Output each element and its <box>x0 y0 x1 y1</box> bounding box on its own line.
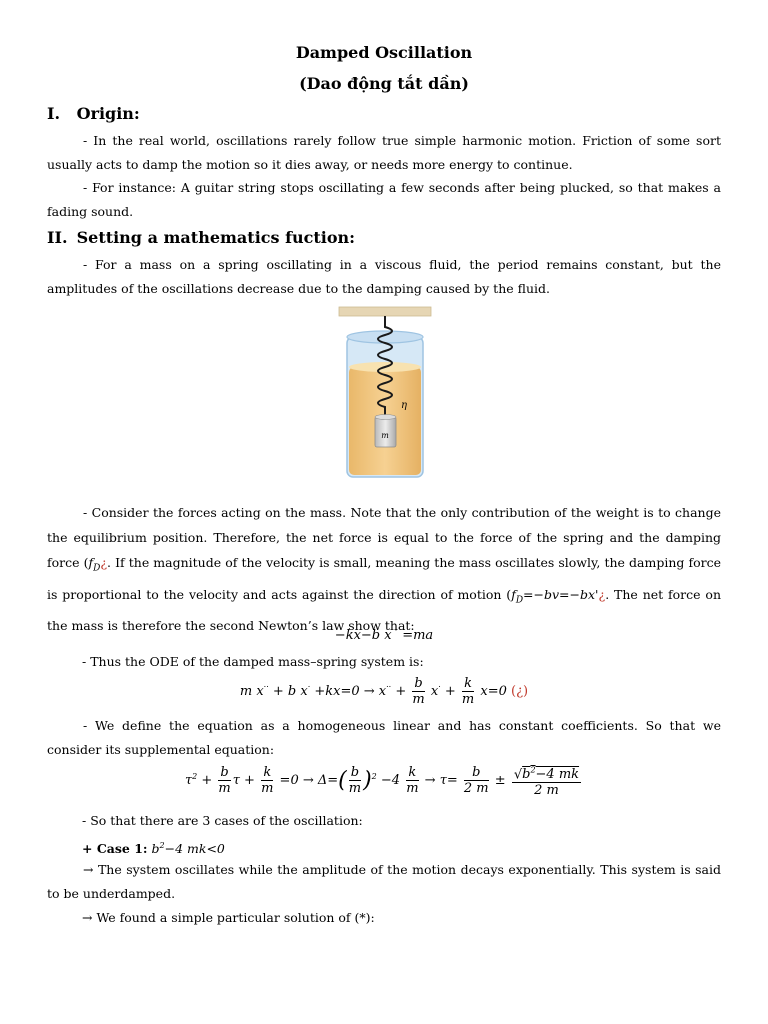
paragraph-origin-2: - For instance: A guitar string stops oscillating a few seconds after being plucked, so that makes a fading sound. <box>47 180 721 219</box>
forces-text-a: - Consider the forces acting on the mass. Note that the only contribution of the weight is to change the equilibrium position. Therefore, the net force is equal to the force of the spring and the damping force ( <box>47 505 721 570</box>
damped-spring-figure <box>335 305 435 485</box>
case-1-condition: $b^2-4$ mk<0 <box>151 841 225 857</box>
paragraph-homogeneous: - We define the equation as a homogeneous linear and has constant coefficients. So that we consider its supplemental equation: <box>47 718 721 757</box>
paragraph-particular-solution: → We found a simple particular solution of (*): <box>82 910 375 925</box>
paragraph-ode: - Thus the ODE of the damped mass–spring system is: <box>82 654 424 669</box>
section-math-heading <box>47 228 355 247</box>
case-1-label: + Case 1: <box>82 841 148 857</box>
paragraph-forces <box>47 500 721 638</box>
section-origin-heading <box>47 104 140 123</box>
forces-text-b: . If the magnitude of the velocity is small, meaning the mass oscillates slowly, the damping force is proportional to the velocity and acts against the direction of motion ( <box>47 555 721 602</box>
case-1 <box>82 834 722 861</box>
section-title: Origin: <box>76 104 140 123</box>
document-title: Damped Oscillation <box>295 43 473 62</box>
forces-text-c: . The net force on the mass is therefore the second Newton’s law show that: <box>47 586 721 633</box>
damping-force-symbol: $f_D¿$ <box>88 555 108 574</box>
damping-force-formula: $f_D=-bv=-bx'¿$ <box>511 586 606 605</box>
paragraph-math-1: - For a mass on a spring oscillating in a viscous fluid, the period remains constant, but the amplitudes of the oscillations decrease due to the damping caused by the fluid. <box>47 257 721 296</box>
section-number: I. <box>47 104 61 123</box>
paragraph-cases: - So that there are 3 cases of the oscillation: <box>82 813 363 828</box>
support-rod <box>339 307 431 316</box>
viscosity-label: η <box>401 400 407 411</box>
equation-newton: −kx−b x˙ =ma <box>334 628 434 643</box>
mass-label: m <box>381 431 389 440</box>
section-number: II. <box>47 228 68 247</box>
equation-characteristic: $\tau^2$ + $\frac{b}{m}$ τ + $\frac{k}{m}$ =0 → Δ=( $\frac{b}{m}$ )$^2$ −4 $\frac{k}{m}$ → τ= $\frac{b}{2 m}$ ± $\frac{√b^2-4 mk}{2 m}$ <box>0 763 768 798</box>
document-subtitle: (Dao động tắt dần) <box>299 74 469 93</box>
paragraph-underdamped: → The system oscillates while the amplitude of the motion decays exponentially. This system is said to be underdamped. <box>47 862 721 901</box>
equation-ode: m x·· + b x· +kx=0 → x·· + $\frac{b}{m}$ x· + $\frac{k}{m}$ x=0 (¿) <box>239 676 529 707</box>
section-title: Setting a mathematics fuction: <box>76 228 356 247</box>
paragraph-origin-1: - In the real world, oscillations rarely follow true simple harmonic motion. Friction of some sort usually acts to damp the motion so it dies away, or needs more energy to continue. <box>47 133 721 172</box>
